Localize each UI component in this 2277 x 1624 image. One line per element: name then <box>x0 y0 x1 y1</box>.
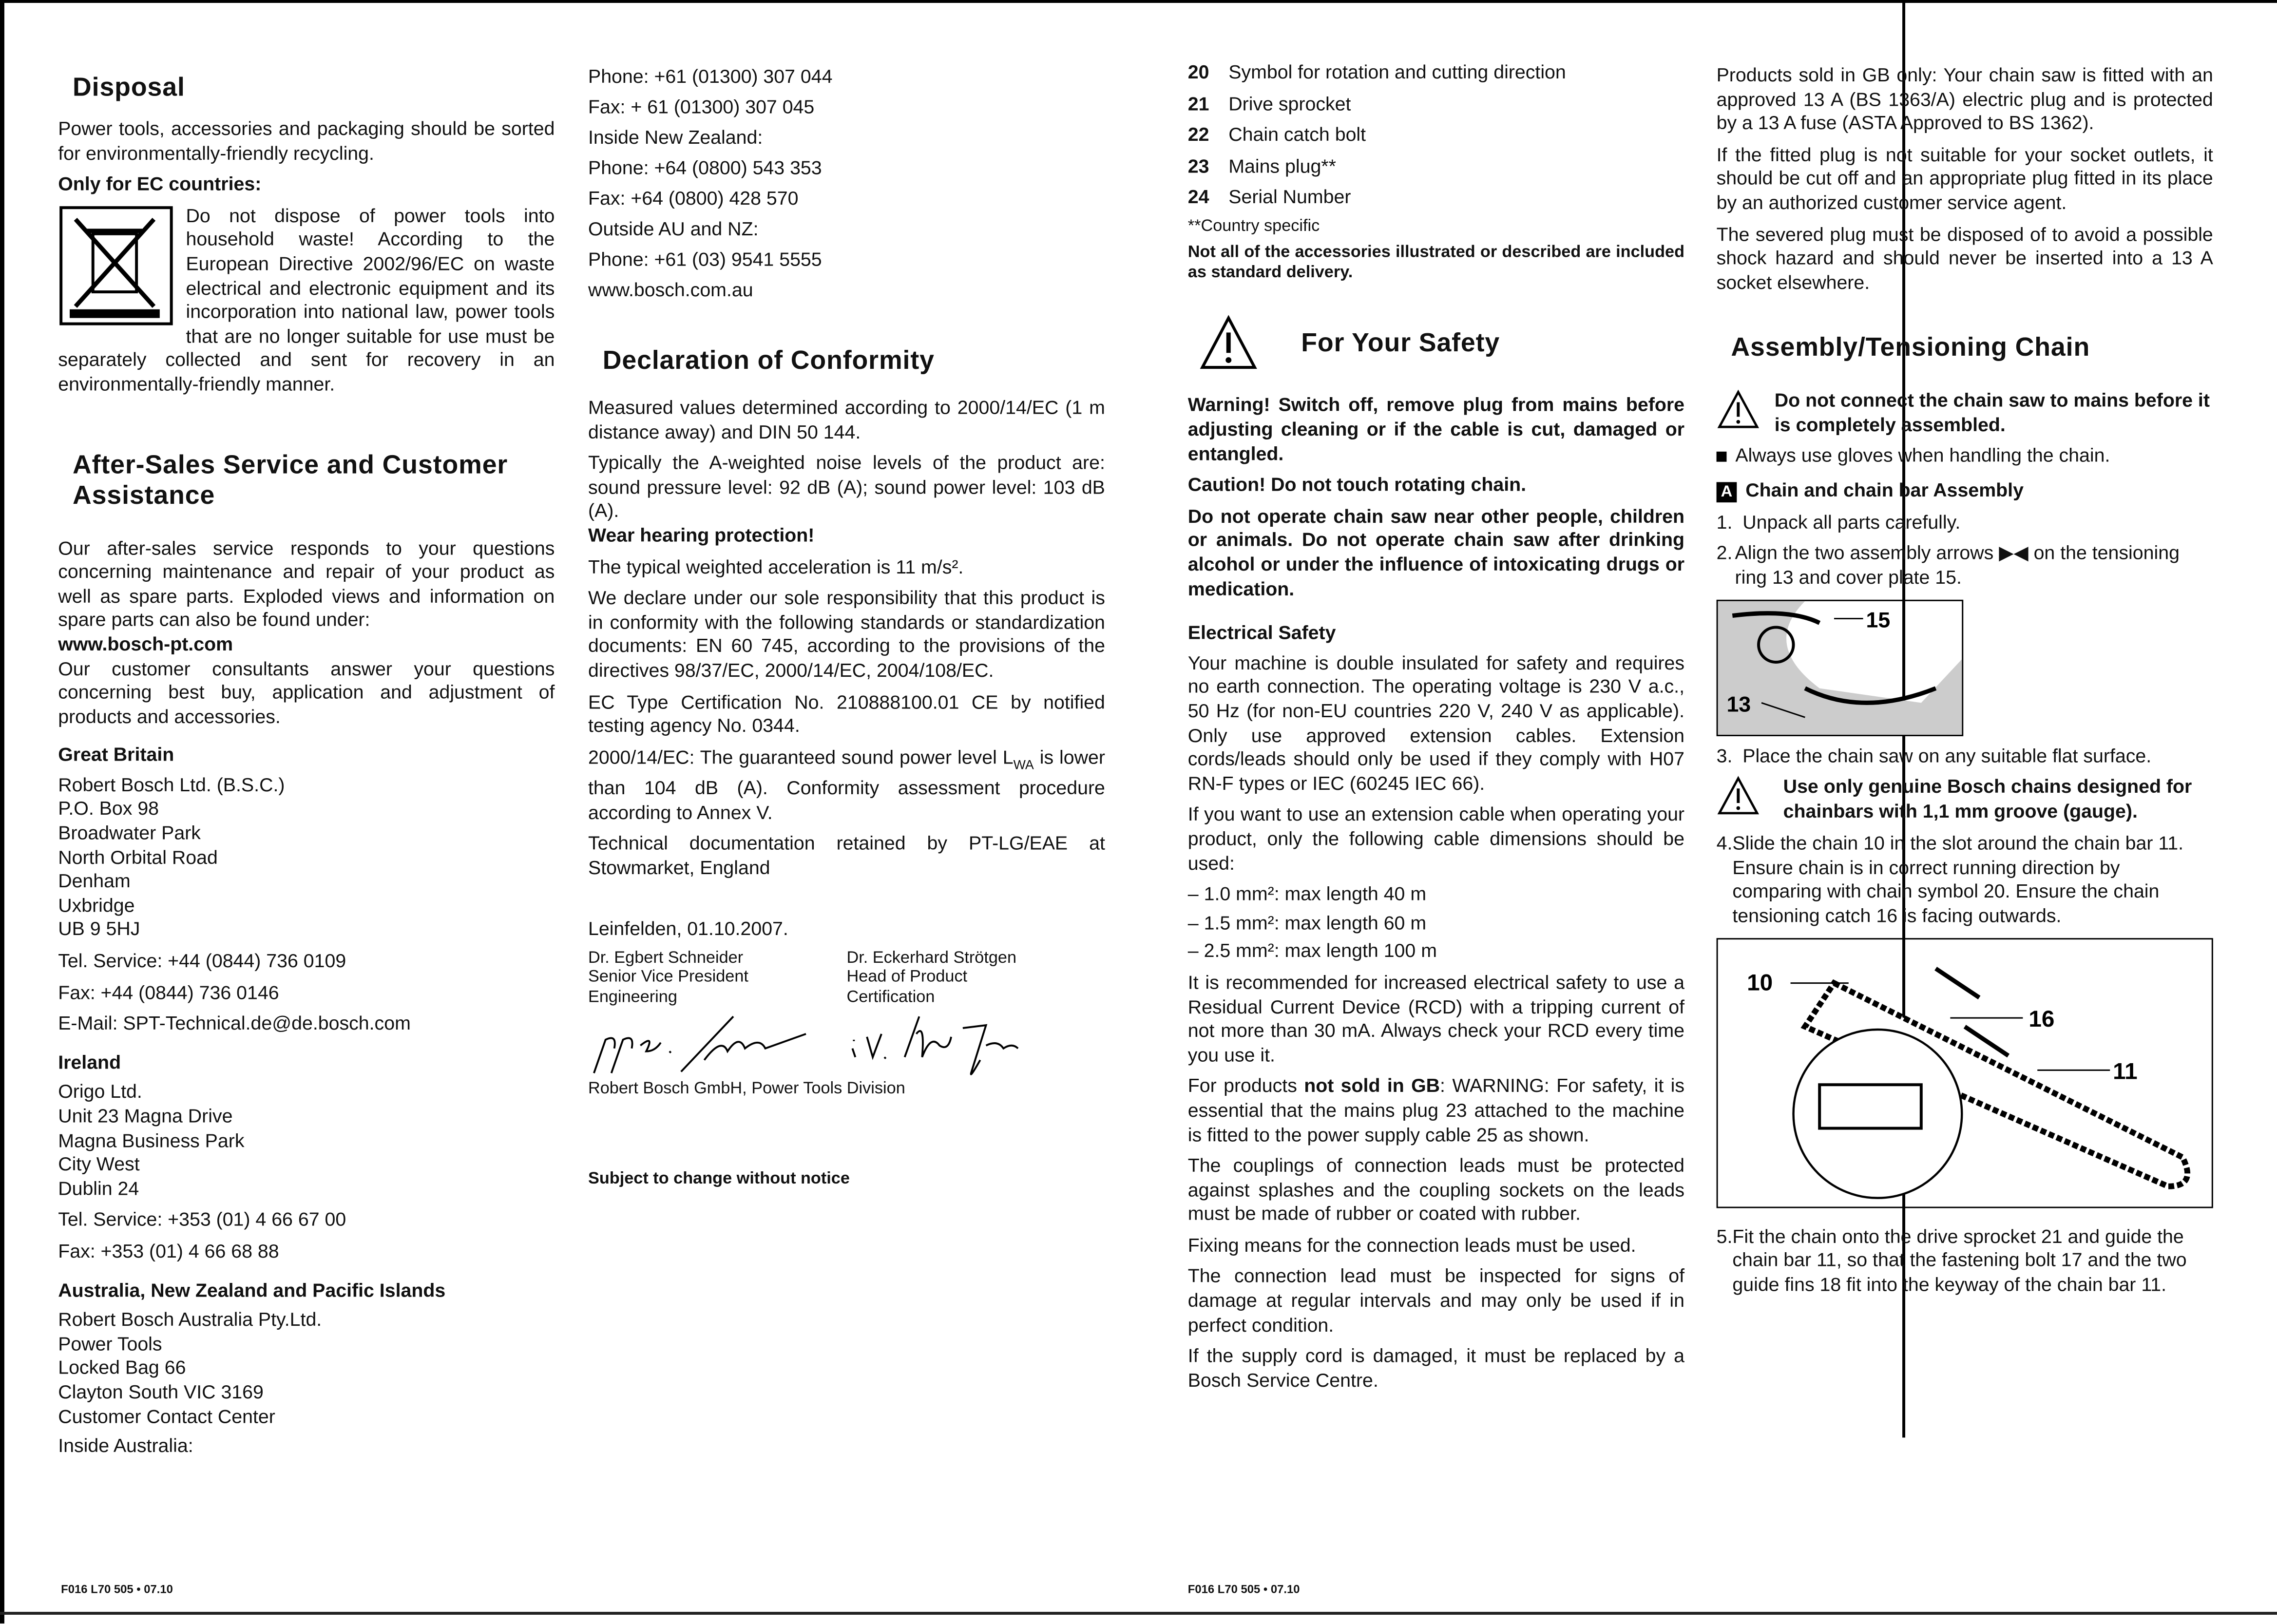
parts-list <box>1188 61 1684 210</box>
electrical-p5: The couplings of connection leads must be protected against splashes and the coupling sockets on the leads must be made of rubber or coated with rubber. <box>1187 1154 1685 1225</box>
ec-heading: Only for EC countries: <box>58 173 262 195</box>
warning-triangle-icon <box>1717 390 1760 430</box>
warning-triangle-icon <box>1717 776 1760 816</box>
bosch-au-link[interactable]: www.bosch.com.au <box>588 279 753 301</box>
cable-spec: – 1.0 mm²: max length 40 m <box>1187 883 1427 905</box>
part-item: 22 Chain catch bolt <box>1187 123 1366 146</box>
column-1 <box>58 55 555 1459</box>
signature-1 <box>588 1009 846 1081</box>
column-3 <box>1188 61 1684 1400</box>
after-sales-heading: After-Sales Service and Customer Assistance <box>73 449 508 509</box>
electrical-p7: The connection lead must be inspected for signs of damage at regular intervals and may only be used if in perfect condition. <box>1187 1265 1685 1336</box>
part-item: 21 Drive sprocket <box>1187 92 1351 115</box>
signatories <box>588 950 1105 1009</box>
top-border <box>0 0 2277 12</box>
australia-address: Robert Bosch Australia Pty.Ltd. Power Tools Locked Bag 66 Clayton South VIC 3169 Customer Contact Center Inside Australia: <box>58 1308 322 1457</box>
accessories-disclaimer: Not all of the accessories illustrated or described are included as standard delivery. <box>1187 245 1685 282</box>
gb-address: Robert Bosch Ltd. (B.S.C.) P.O. Box 98 Broadwater Park North Orbital Road Denham Uxbridge UB 9 5HJ <box>58 774 285 940</box>
conformity-p7: Technical documentation retained by PT-LG/EAE at Stowmarket, England <box>588 832 1105 879</box>
part-item: 23 Mains plug** <box>1187 155 1336 177</box>
gb-plug-p3: The severed plug must be disposed of to avoid a possible shock hazard and should never be inserted into a 13 A socket elsewhere. <box>1716 223 2213 293</box>
svg-text:11: 11 <box>2113 1058 2138 1084</box>
conformity-p4: We declare under our sole responsibility that this product is in conformity with the following standards or standardization documents: EN 60 745, according to the provisions of the directives 98/37/EC, 2000/14/EC, 2004/108/EC. <box>588 587 1105 681</box>
bosch-pt-link[interactable]: www.bosch-pt.com <box>58 633 233 655</box>
svg-text:16: 16 <box>2028 1005 2055 1032</box>
gb-email[interactable]: E-Mail: SPT-Technical.de@de.bosch.com <box>58 1012 411 1034</box>
electrical-p3: It is recommended for increased electrical safety to use a Residual Current Device (RCD) with a tripping current of not more than 30 mA. Always check your RCD every time you use it. <box>1187 971 1685 1066</box>
ireland-address: Origo Ltd. Unit 23 Magna Drive Magna Business Park City West Dublin 24 <box>58 1081 245 1199</box>
signatory-1: Dr. Egbert Schneider Senior Vice President Engineering <box>588 949 748 1007</box>
conformity-p2: Typically the A-weighted noise levels of the product are: sound pressure level: 92 dB (A); sound power level: 103 dB (A). <box>588 452 1105 522</box>
gb-plug-p1: Products sold in GB only: Your chain saw is fitted with an approved 13 A (BS 1363/A) electric plug and is protected by a 13 A fuse (ASTA Approved to BS 1362). <box>1716 64 2213 134</box>
safety-header <box>1200 316 1684 371</box>
assembly-warning: Do not connect the chain saw to mains before it is completely assembled. <box>1717 390 2213 438</box>
footer-code-right: F016 L70 505 • 07.10 <box>1187 1583 1300 1596</box>
svg-text:13: 13 <box>1726 691 1751 716</box>
left-border <box>0 0 4 1624</box>
figure-badge: A <box>1717 482 1737 503</box>
conformity-p6: 2000/14/EC: The guaranteed sound power level $L_{WA}$ is lower than 104 dB (A). Conformity assessment procedure according to Annex V. <box>588 745 1105 823</box>
column-4 <box>1717 64 2213 1304</box>
assembly-steps <box>1717 511 2213 1297</box>
change-notice: Subject to change without notice <box>588 1170 850 1188</box>
disposal-text: Do not dispose of power tools into household waste! According to the European Directive 2002/96/EC on waste electrical and electronic equipment and its incorporation into national law, power tools that are no longer suitable for use must be separately collected and sent for recovery in an environmentally-friendly manner. <box>58 204 555 395</box>
assembly-subheading: A Chain and chain bar Assembly <box>1717 479 2213 503</box>
cable-spec: – 1.5 mm²: max length 60 m <box>1187 911 1427 934</box>
australia-contact: Phone: +61 (01300) 307 044 Fax: + 61 (01300) 307 045 Inside New Zealand: Phone: +64 (0800) 543 353 Fax: +64 (0800) 428 570 Outside AU and NZ: Phone: +61 (03) 9541 5555 www.bosch.com.au <box>588 61 1105 305</box>
step-item: 5. Fit the chain onto the drive sprocket 21 and guide the chain bar 11, so that the fastening bolt 17 and the two guide fins 18 fit into the keyway of the chain bar 11. <box>1716 1225 2187 1295</box>
bullet-icon <box>1717 451 1727 461</box>
warning-triangle-icon <box>1200 316 1258 371</box>
safety-warning-1: Warning! Switch off, remove plug from mains before adjusting cleaning or if the cable is cut, damaged or entangled. <box>1187 394 1685 464</box>
bottom-border <box>0 1612 2277 1615</box>
cable-spec: – 2.5 mm²: max length 100 m <box>1187 940 1437 962</box>
conformity-p3: The typical weighted acceleration is 11 m/s². <box>588 555 964 577</box>
svg-text:10: 10 <box>1747 969 1773 995</box>
electrical-p8: If the supply cord is damaged, it must be replaced by a Bosch Service Centre. <box>1187 1345 1685 1391</box>
electrical-safety-heading: Electrical Safety <box>1187 622 1336 644</box>
footer-code-left: F016 L70 505 • 07.10 <box>61 1583 173 1596</box>
place-date: Leinfelden, 01.10.2007. <box>588 918 788 940</box>
australia-heading: Australia, New Zealand and Pacific Islands <box>58 1279 446 1300</box>
disposal-heading: Disposal <box>73 73 185 102</box>
company-division: Robert Bosch GmbH, Power Tools Division <box>588 1081 905 1099</box>
ireland-tel: Tel. Service: +353 (01) 4 66 67 00 <box>58 1208 346 1231</box>
gb-tel: Tel. Service: +44 (0844) 736 0109 <box>58 950 346 972</box>
conformity-p5: EC Type Certification No. 210888100.01 CE by notified testing agency No. 0344. <box>588 690 1105 737</box>
step-item: 2. Align the two assembly arrows ▶◀ on the tensioning ring 13 and cover plate 15. <box>1716 542 2180 588</box>
ireland-fax: Fax: +353 (01) 4 66 68 88 <box>58 1240 279 1262</box>
electrical-p2: If you want to use an extension cable when operating your product, only the following cable dimensions should be used: <box>1187 803 1685 874</box>
signature-2 <box>846 1009 1105 1081</box>
electrical-p6: Fixing means for the connection leads must be used. <box>1187 1234 1636 1256</box>
electrical-p4: For products not sold in GB: WARNING: For safety, it is essential that the mains plug 23 attached to the machine is fitted to the power supply cable 25 as shown. <box>1187 1075 1685 1145</box>
part-item: 20 Symbol for rotation and cutting direction <box>1187 61 1566 83</box>
step-item: 3. Place the chain saw on any suitable flat surface. <box>1716 744 2152 766</box>
step-item: 1. Unpack all parts carefully. <box>1716 511 1961 533</box>
country-note: **Country specific <box>1187 217 1320 235</box>
safety-heading: For Your Safety <box>1301 328 1500 358</box>
safety-warning-3: Do not operate chain saw near other people, children or animals. Do not operate chain saw after drinking alcohol or under the influence of intoxicating drugs or medication. <box>1187 505 1685 599</box>
genuine-chains-warning: Use only genuine Bosch chains designed for chainbars with 1,1 mm groove (gauge). <box>1717 776 2213 824</box>
conformity-heading: Declaration of Conformity <box>602 345 935 375</box>
signatory-2: Dr. Eckerhard Strötgen Head of Product Certification <box>846 949 1017 1007</box>
assembly-heading: Assembly/Tensioning Chain <box>1731 333 2090 363</box>
signatures <box>588 1009 1105 1081</box>
after-sales-text: Our after-sales service responds to your questions concerning maintenance and repair of your product as well as spare parts. Exploded views and information on spare parts can also be found under: www.bosch-pt.com Our customer consultants answer your questions concerning best buy, application and adjustment of products and accessories. <box>58 536 555 727</box>
safety-warning-2: Caution! Do not touch rotating chain. <box>1187 474 1527 496</box>
gb-fax: Fax: +44 (0844) 736 0146 <box>58 981 279 1003</box>
hearing-protection: Wear hearing protection! <box>588 524 815 546</box>
figure-chain-assembly <box>1717 937 2213 1207</box>
crossed-bin-icon <box>58 205 174 326</box>
part-item: 24 Serial Number <box>1187 186 1351 209</box>
gb-heading: Great Britain <box>58 744 174 766</box>
disposal-intro: Power tools, accessories and packaging should be sorted for environmentally-friendly recycling. <box>58 117 555 164</box>
figure-tensioning-ring <box>1717 599 1964 735</box>
gb-plug-p2: If the fitted plug is not suitable for your socket outlets, it should be cut off and an appropriate plug fitted in its place by an authorized customer service agent. <box>1716 143 2213 213</box>
gloves-note: Always use gloves when handling the chain. <box>1717 444 2213 468</box>
svg-text:15: 15 <box>1866 607 1891 631</box>
conformity-p1: Measured values determined according to 2000/14/EC (1 m distance away) and DIN 50 144. <box>588 396 1105 442</box>
ireland-heading: Ireland <box>58 1051 121 1073</box>
step-item: 4. Slide the chain 10 in the slot around the chain bar 11. Ensure chain is in correct running direction by comparing with chain symbol 20. Ensure the chain tensioning catch 16 is facing outwards. <box>1716 832 2184 927</box>
column-2 <box>588 61 1105 1197</box>
electrical-p1: Your machine is double insulated for safety and requires no earth connection. The operating voltage is 230 V a.c., 50 Hz (for non-EU countries 220 V, 240 V as applicable). Only use approved extension cables. Extension cords/leads should only be used if they comply with H07 RN-F types or IEC (60245 IEC 66). <box>1187 651 1685 794</box>
